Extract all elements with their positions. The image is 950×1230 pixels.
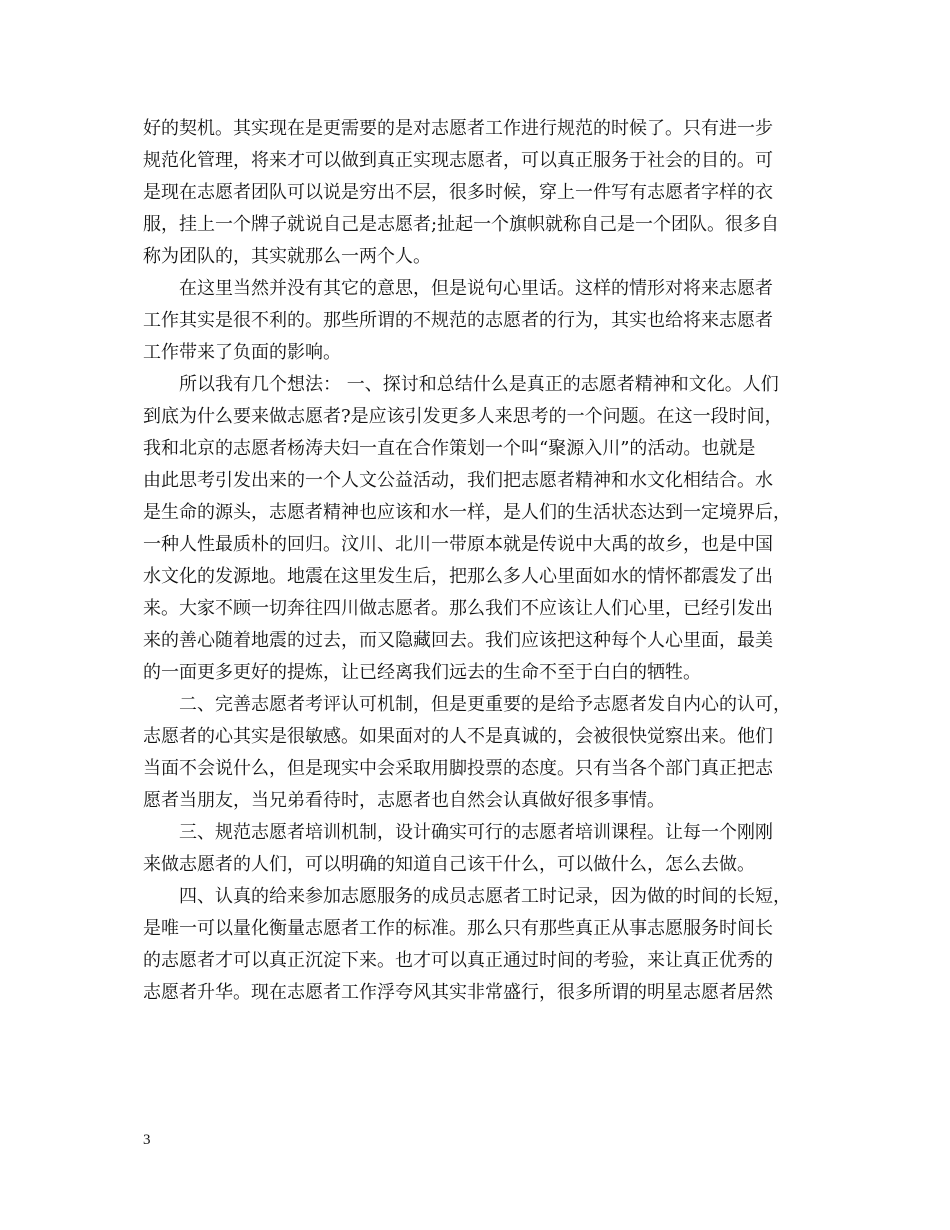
text-line: 来的善心随着地震的过去，而又隐藏回去。我们应该把这种每个人心里面，最美 xyxy=(143,630,773,651)
text-line: 服，挂上一个牌子就说自己是志愿者;扯起一个旗帜就称自己是一个团队。很多自 xyxy=(143,214,780,235)
text-line: 三、规范志愿者培训机制，设计确实可行的志愿者培训课程。让每一个刚刚 xyxy=(179,822,773,843)
text-line: 一种人性最质朴的回归。汶川、北川一带原本就是传说中大禹的故乡，也是中国 xyxy=(143,534,773,555)
text-line: 志愿者升华。现在志愿者工作浮夸风其实非常盛行，很多所谓的明星志愿者居然 xyxy=(143,982,773,1003)
text-line: 是唯一可以量化衡量志愿者工作的标准。那么只有那些真正从事志愿服务时间长 xyxy=(143,918,773,939)
text-line: 来。大家不顾一切奔往四川做志愿者。那么我们不应该让人们心里，已经引发出 xyxy=(143,598,773,619)
text-line: 好的契机。其实现在是更需要的是对志愿者工作进行规范的时候了。只有进一步 xyxy=(143,118,773,139)
text-line: 当面不会说什么，但是现实中会采取用脚投票的态度。只有当各个部门真正把志 xyxy=(143,758,773,779)
text-line: 的一面更多更好的提炼，让已经离我们远去的生命不至于白白的牺牲。 xyxy=(143,662,701,683)
text-line: 工作带来了负面的影响。 xyxy=(143,342,341,363)
text-line: 在这里当然并没有其它的意思，但是说句心里话。这样的情形对将来志愿者 xyxy=(179,278,773,299)
text-line: 是现在志愿者团队可以说是穷出不层，很多时候，穿上一件写有志愿者字样的衣 xyxy=(143,182,773,203)
text-line: 愿者当朋友，当兄弟看待时，志愿者也自然会认真做好很多事情。 xyxy=(143,790,665,811)
text-line: 的志愿者才可以真正沉淀下来。也才可以真正通过时间的考验，来让真正优秀的 xyxy=(143,950,773,971)
page-number: 3 xyxy=(143,1132,151,1148)
text-line: 称为团队的，其实就那么一两个人。 xyxy=(143,246,431,267)
text-line: 到底为什么要来做志愿者?是应该引发更多人来思考的一个问题。在这一段时间， xyxy=(143,406,783,427)
text-line: 志愿者的心其实是很敏感。如果面对的人不是真诚的，会被很快觉察出来。他们 xyxy=(143,726,773,747)
text-line: 四、认真的给来参加志愿服务的成员志愿者工时记录，因为做的时间的长短， xyxy=(179,886,791,907)
text-line: 工作其实是很不利的。那些所谓的不规范的志愿者的行为，其实也给将来志愿者 xyxy=(143,310,773,331)
text-line: 来做志愿者的人们，可以明确的知道自己该干什么，可以做什么，怎么去做。 xyxy=(143,854,755,875)
text-line: 由此思考引发出来的一个人文公益活动，我们把志愿者精神和水文化相结合。水 xyxy=(143,470,773,491)
body-text xyxy=(143,113,833,1009)
text-line: 我和北京的志愿者杨涛夫妇一直在合作策划一个叫“聚源入川”的活动。也就是 xyxy=(143,438,756,459)
text-line: 二、完善志愿者考评认可机制，但是更重要的是给予志愿者发自内心的认可， xyxy=(179,694,791,715)
text-line: 是生命的源头，志愿者精神也应该和水一样，是人们的生活状态达到一定境界后， xyxy=(143,502,791,523)
text-line: 规范化管理，将来才可以做到真正实现志愿者，可以真正服务于社会的目的。可 xyxy=(143,150,773,171)
text-line: 所以我有几个想法： 一、探讨和总结什么是真正的志愿者精神和文化。人们 xyxy=(179,374,779,395)
text-line: 水文化的发源地。地震在这里发生后，把那么多人心里面如水的情怀都震发了出 xyxy=(143,566,773,587)
